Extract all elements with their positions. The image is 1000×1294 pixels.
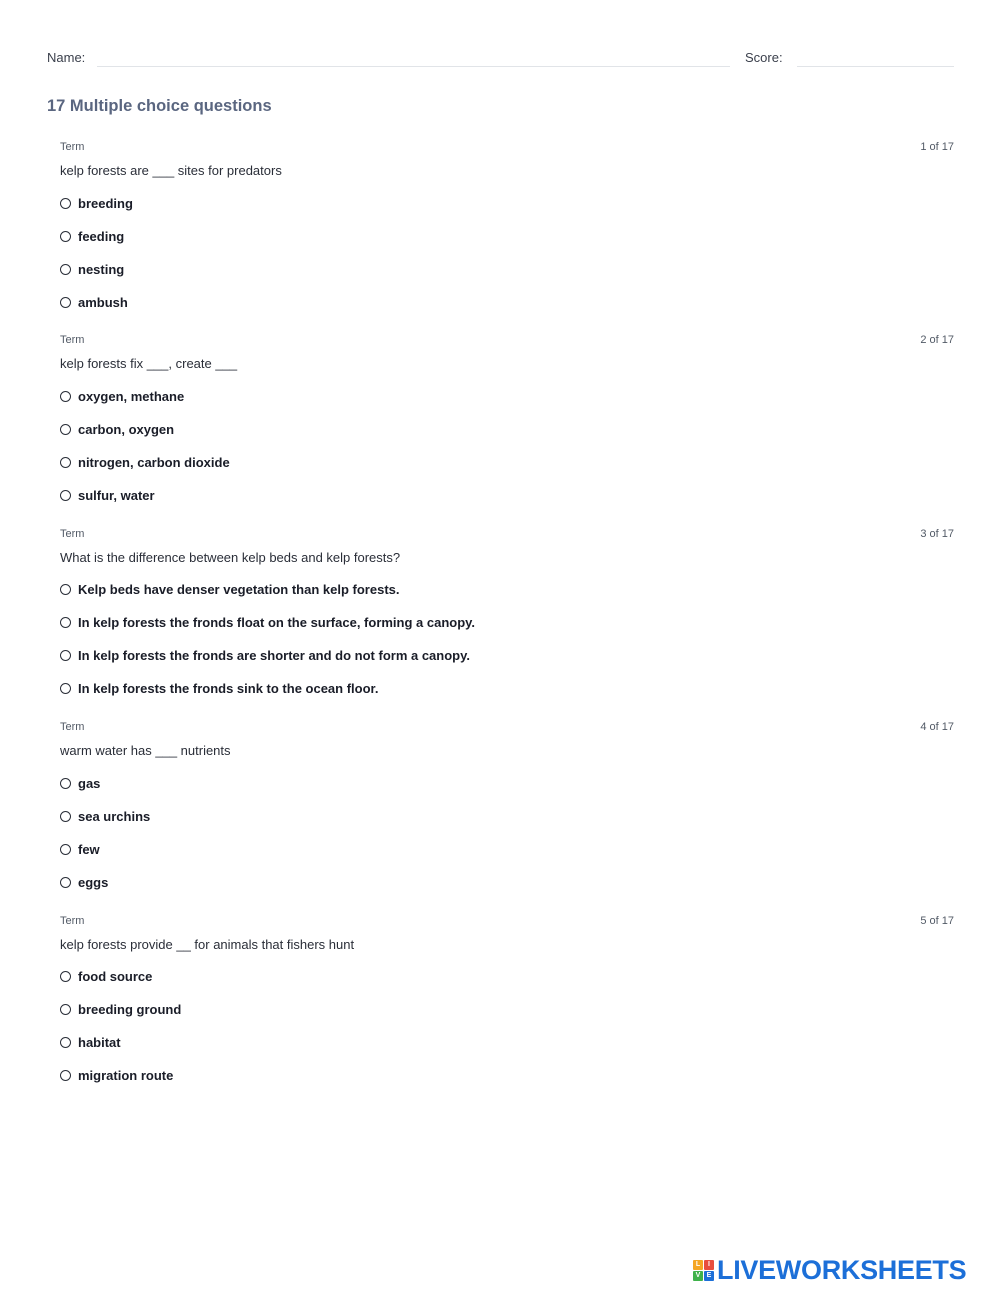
question-card — [60, 528, 954, 708]
answer-option[interactable] — [60, 646, 470, 664]
answer-option[interactable] — [60, 1066, 173, 1084]
logo-tile: L — [693, 1260, 703, 1270]
question-term-label: Term — [60, 721, 85, 733]
answer-option-label: nesting — [78, 261, 125, 277]
answer-option-label: eggs — [78, 874, 109, 890]
question-card — [60, 721, 954, 901]
radio-button-icon[interactable] — [60, 778, 71, 789]
answer-option[interactable] — [60, 840, 100, 858]
question-card — [60, 334, 954, 514]
question-term-label: Term — [60, 141, 85, 153]
name-field-line[interactable] — [97, 66, 730, 67]
answer-option-label: nitrogen, carbon dioxide — [78, 454, 230, 470]
question-counter: 5 of 17 — [920, 915, 954, 927]
radio-button-icon[interactable] — [60, 198, 71, 209]
answer-option[interactable] — [60, 420, 174, 438]
answer-option[interactable] — [60, 613, 475, 631]
question-counter: 1 of 17 — [920, 141, 954, 153]
question-card — [60, 915, 954, 1095]
score-label: Score: — [745, 50, 783, 65]
question-card — [60, 141, 954, 321]
question-term-label: Term — [60, 334, 85, 346]
question-prompt: kelp forests provide __ for animals that fishers hunt — [60, 937, 355, 952]
radio-button-icon[interactable] — [60, 457, 71, 468]
answer-option-label: oxygen, methane — [78, 388, 185, 404]
radio-button-icon[interactable] — [60, 617, 71, 628]
worksheet-header — [47, 48, 954, 68]
answer-option[interactable] — [60, 260, 124, 278]
answer-option-label: habitat — [78, 1034, 121, 1050]
answer-option[interactable] — [60, 807, 150, 825]
radio-button-icon[interactable] — [60, 584, 71, 595]
question-term-label: Term — [60, 915, 85, 927]
answer-option[interactable] — [60, 194, 133, 212]
answer-option-label: gas — [78, 775, 101, 791]
answer-option[interactable] — [60, 1000, 181, 1018]
radio-button-icon[interactable] — [60, 877, 71, 888]
radio-button-icon[interactable] — [60, 391, 71, 402]
liveworksheets-logo-icon — [693, 1260, 714, 1281]
answer-option-label: food source — [78, 968, 153, 984]
answer-option-label: Kelp beds have denser vegetation than kelp forests. — [78, 581, 400, 597]
answer-option-label: sulfur, water — [78, 487, 155, 503]
question-prompt: kelp forests fix ___, create ___ — [60, 356, 238, 371]
radio-button-icon[interactable] — [60, 297, 71, 308]
liveworksheets-logo — [693, 1256, 966, 1284]
radio-button-icon[interactable] — [60, 1004, 71, 1015]
answer-option-label: breeding — [78, 195, 133, 211]
radio-button-icon[interactable] — [60, 683, 71, 694]
answer-option-label: sea urchins — [78, 808, 151, 824]
answer-option[interactable] — [60, 293, 128, 311]
answer-option[interactable] — [60, 227, 124, 245]
question-prompt: What is the difference between kelp beds and kelp forests? — [60, 550, 401, 565]
radio-button-icon[interactable] — [60, 1037, 71, 1048]
radio-button-icon[interactable] — [60, 231, 71, 242]
logo-tile: V — [693, 1271, 703, 1281]
logo-tile: I — [704, 1260, 714, 1270]
answer-option[interactable] — [60, 967, 152, 985]
radio-button-icon[interactable] — [60, 650, 71, 661]
answer-option[interactable] — [60, 387, 184, 405]
answer-option[interactable] — [60, 580, 399, 598]
question-counter: 4 of 17 — [920, 721, 954, 733]
answer-option[interactable] — [60, 679, 379, 697]
question-prompt: warm water has ___ nutrients — [60, 743, 231, 758]
radio-button-icon[interactable] — [60, 811, 71, 822]
radio-button-icon[interactable] — [60, 1070, 71, 1081]
question-prompt: kelp forests are ___ sites for predators — [60, 163, 282, 178]
answer-option[interactable] — [60, 774, 100, 792]
answer-option-label: migration route — [78, 1067, 174, 1083]
radio-button-icon[interactable] — [60, 490, 71, 501]
question-term-label: Term — [60, 528, 85, 540]
answer-option[interactable] — [60, 453, 230, 471]
answer-option-label: ambush — [78, 294, 128, 310]
answer-option[interactable] — [60, 873, 108, 891]
score-field-line[interactable] — [797, 66, 954, 67]
radio-button-icon[interactable] — [60, 424, 71, 435]
page-title: 17 Multiple choice questions — [47, 97, 272, 115]
liveworksheets-logo-text: LIVEWORKSHEETS — [717, 1254, 967, 1285]
answer-option-label: carbon, oxygen — [78, 421, 175, 437]
radio-button-icon[interactable] — [60, 971, 71, 982]
answer-option-label: In kelp forests the fronds are shorter and do not form a canopy. — [78, 647, 470, 663]
answer-option-label: In kelp forests the fronds float on the surface, forming a canopy. — [78, 614, 476, 630]
answer-option[interactable] — [60, 486, 155, 504]
answer-option-label: In kelp forests the fronds sink to the ocean floor. — [78, 680, 379, 696]
name-label: Name: — [47, 50, 86, 65]
answer-option-label: breeding ground — [78, 1001, 182, 1017]
question-counter: 3 of 17 — [920, 528, 954, 540]
answer-option[interactable] — [60, 1033, 121, 1051]
radio-button-icon[interactable] — [60, 844, 71, 855]
answer-option-label: few — [78, 841, 100, 857]
logo-tile: E — [704, 1271, 714, 1281]
radio-button-icon[interactable] — [60, 264, 71, 275]
question-counter: 2 of 17 — [920, 334, 954, 346]
answer-option-label: feeding — [78, 228, 125, 244]
